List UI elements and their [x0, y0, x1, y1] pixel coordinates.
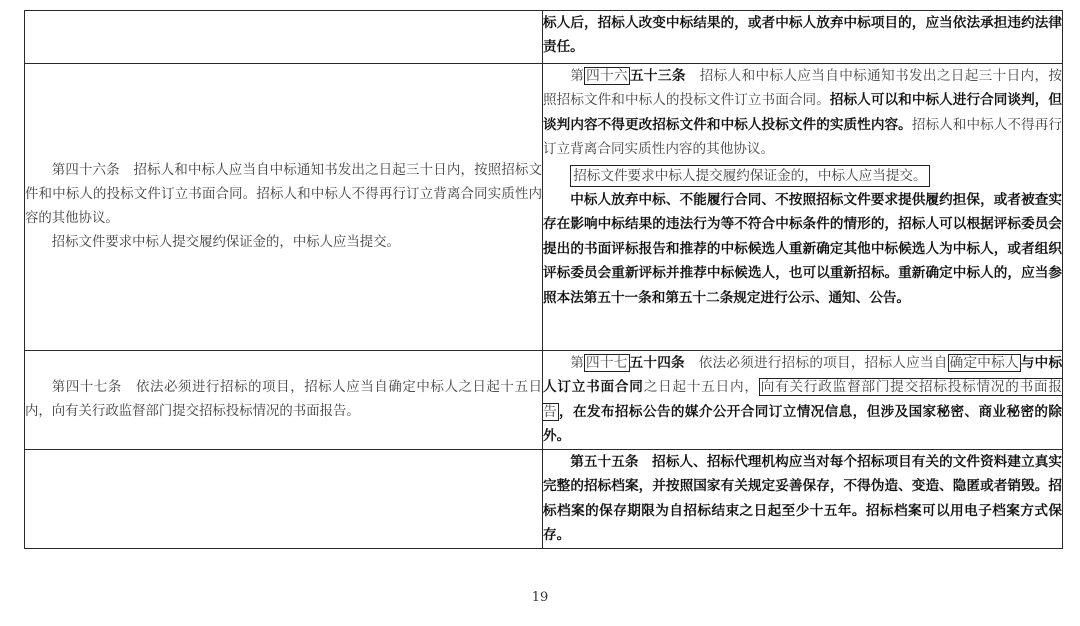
old-article-47: 第四十七条 依法必须进行招标的项目，招标人应当自确定中标人之日起十五日内，向有关行政监督部门提交招标投标情况的书面报告。 — [25, 380, 542, 419]
unchanged-text: 之日起十五日内， — [643, 379, 759, 396]
deleted-article-number: 四十六 — [586, 68, 628, 84]
new-text-cell — [543, 64, 1063, 351]
added-text: ，在发布招标公告的媒介公开合同订立情况信息，但涉及国家秘密、商业秘密的除外。 — [543, 403, 1062, 445]
old-text-cell — [25, 450, 543, 549]
old-article-46-para-2: 招标文件要求中标人提交履约保证金的，中标人应当提交。 — [51, 235, 400, 250]
removed-text-box: 向有关行政监督部门提交招标投标情况的书面报告 — [543, 379, 1063, 420]
new-article-55: 第五十五条 招标人、招标代理机构应当对每个招标项目有关的文件资料建立真实完整的招标档案，并按照国家有关规定妥善保存，不得伪造、变造、隐匿或者销毁。招标档案的保存期限为自招标结束之日起至少十五年。招标档案可以用电子档案方式保存。 — [543, 454, 1062, 544]
unchanged-text: 招标人和中标人不得再行订立背离合同实质性内容的其他协议。 — [543, 116, 1063, 158]
article-prefix: 第 — [570, 68, 585, 84]
removed-text-box: 确定中标人 — [949, 355, 1019, 371]
old-article-46-para-1: 第四十六条 招标人和中标人应当自中标通知书发出之日起三十日内，按照招标文件和中标人的投标文件订立书面合同。招标人和中标人不得再行订立背离合同实质性内容的其他协议。 — [25, 163, 542, 226]
new-article-53-para-1 — [543, 64, 1062, 162]
unchanged-text: 依法必须进行招标的项目，招标人应当自 — [684, 355, 948, 371]
new-text: 标人后，招标人改变中标结果的，或者中标人放弃中标项目的，应当依法承担违约法律责任。 — [543, 15, 1062, 56]
new-text-cell — [543, 450, 1063, 549]
new-article-number: 五十三条 — [629, 68, 686, 84]
new-text-cell — [543, 11, 1063, 64]
page-number: 19 — [531, 590, 549, 605]
comparison-table — [24, 10, 1063, 549]
table-row — [25, 351, 1063, 450]
new-article-53-para-3: 中标人放弃中标、不能履行合同、不按照招标文件要求提供履约担保，或者被查实存在影响中标结果的违法行为等不符合中标条件的情形的，招标人可以根据评标委员会提出的书面评标报告和推荐的中标候选人重新确定其他中标候选人为中标人，或者组织评标委员会重新评标并推荐中标候选人，也可以重新招标。重新确定中标人的，应当参照本法第五十一条和第五十二条规定进行公示、通知、公告。 — [543, 192, 1062, 306]
table-row — [25, 64, 1063, 351]
new-article-53-para-2 — [543, 164, 1062, 188]
new-article-54 — [543, 351, 1062, 449]
old-text-cell — [25, 11, 543, 64]
added-text: 与中标人订立书面合同 — [543, 355, 1063, 396]
table-row — [25, 11, 1063, 64]
unchanged-text: 招标人和中标人应当自中标通知书发出之日起三十日内，按照招标文件和中标人的投标文件订立书面合同。 — [543, 68, 1063, 109]
deleted-article-number: 四十七 — [586, 355, 628, 371]
new-text-cell — [543, 351, 1063, 450]
article-prefix: 第 — [570, 355, 585, 371]
old-text-cell — [25, 351, 543, 450]
removed-text-box: 招标文件要求中标人提交履约保证金的，中标人应当提交。 — [570, 165, 929, 187]
old-text-cell — [25, 64, 543, 351]
table-row — [25, 450, 1063, 549]
added-text: 招标人可以和中标人进行合同谈判，但谈判内容不得更改招标文件和中标人投标文件的实质性内容。 — [543, 92, 1063, 133]
new-article-number: 五十四条 — [629, 355, 685, 371]
